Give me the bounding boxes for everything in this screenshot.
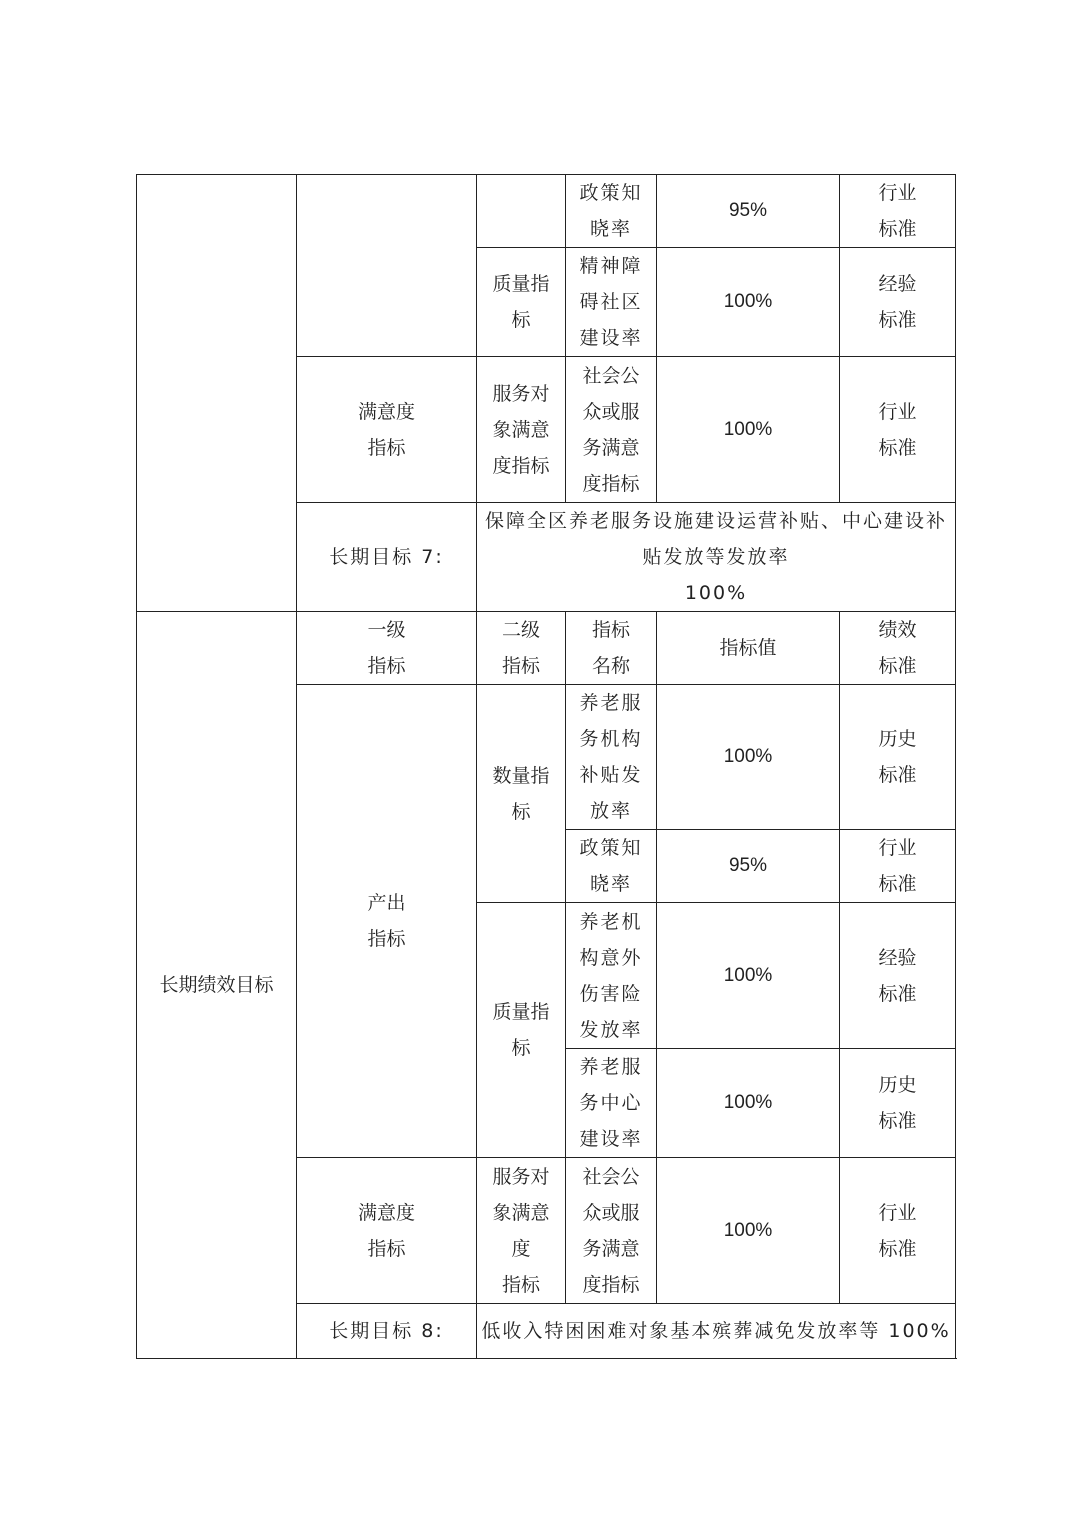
table-row	[137, 175, 956, 248]
level2-indicator: 数量指 标	[477, 685, 566, 903]
performance-standard: 历史 标准	[840, 685, 956, 830]
indicator-value: 100%	[657, 357, 840, 503]
indicator-value: 100%	[657, 1158, 840, 1304]
level1-indicator: 满意度 指标	[297, 357, 477, 503]
indicator-value: 100%	[657, 903, 840, 1049]
indicator-name: 政策知 晓率	[566, 830, 657, 903]
indicator-name: 社会公 众或服 务满意 度指标	[566, 357, 657, 503]
indicator-name: 精神障 碍社区 建设率	[566, 248, 657, 357]
goal-label: 长期目标 7:	[297, 503, 477, 612]
header-value: 指标值	[657, 612, 840, 685]
goal-text: 保障全区养老服务设施建设运营补贴、中心建设补贴发放等发放率 100%	[477, 503, 956, 612]
indicator-name: 政策知 晓率	[566, 175, 657, 248]
header-standard: 绩效 标准	[840, 612, 956, 685]
blank-cell	[477, 175, 566, 248]
blank-cell	[137, 175, 297, 612]
performance-standard: 行业 标准	[840, 175, 956, 248]
goal-text: 低收入特困困难对象基本殡葬减免发放率等 100%	[477, 1304, 956, 1359]
header-level2: 二级 指标	[477, 612, 566, 685]
performance-standard: 经验 标准	[840, 248, 956, 357]
indicator-value: 100%	[657, 685, 840, 830]
level1-indicator: 满意度 指标	[297, 1158, 477, 1304]
level1-indicator: 产出 指标	[297, 685, 477, 1158]
level2-indicator: 质量指 标	[477, 903, 566, 1158]
performance-standard: 行业 标准	[840, 830, 956, 903]
header-row	[137, 612, 956, 685]
header-level1: 一级 指标	[297, 612, 477, 685]
indicator-name: 社会公 众或服 务满意 度指标	[566, 1158, 657, 1304]
level2-indicator: 质量指 标	[477, 248, 566, 357]
indicator-value: 100%	[657, 248, 840, 357]
header-name: 指标 名称	[566, 612, 657, 685]
performance-table	[136, 174, 956, 1359]
indicator-name: 养老服 务中心 建设率	[566, 1049, 657, 1158]
performance-standard: 行业 标准	[840, 357, 956, 503]
goal-label: 长期目标 8:	[297, 1304, 477, 1359]
indicator-value: 95%	[657, 830, 840, 903]
performance-standard: 经验 标准	[840, 903, 956, 1049]
indicator-value: 95%	[657, 175, 840, 248]
performance-standard: 行业 标准	[840, 1158, 956, 1304]
performance-standard: 历史 标准	[840, 1049, 956, 1158]
level2-indicator: 服务对 象满意 度指标	[477, 357, 566, 503]
level2-indicator: 服务对 象满意 度 指标	[477, 1158, 566, 1304]
indicator-name: 养老机 构意外 伤害险 发放率	[566, 903, 657, 1049]
indicator-name: 养老服 务机构 补贴发 放率	[566, 685, 657, 830]
indicator-value: 100%	[657, 1049, 840, 1158]
section-label: 长期绩效目标	[137, 612, 297, 1359]
blank-cell	[297, 175, 477, 357]
